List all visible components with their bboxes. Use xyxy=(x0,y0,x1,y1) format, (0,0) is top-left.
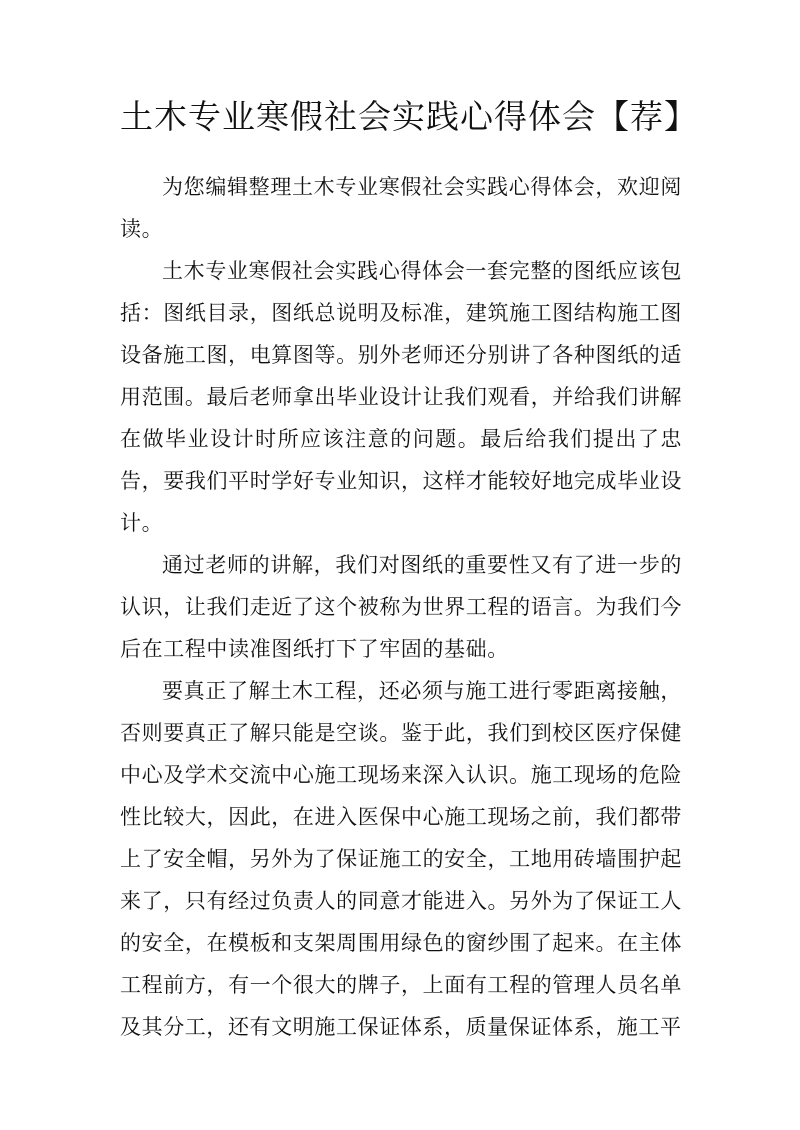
body-paragraph-drawings: 土木专业寒假社会实践心得体会一套完整的图纸应该包括：图纸目录，图纸总说明及标准，建筑施工图结构施工图设备施工图，电算图等。别外老师还分别讲了各种图纸的适用范围。最后老师拿出毕业设计让我们观看，并给我们讲解在做毕业设计时所应该注意的问题。最后给我们提出了忠告，要我们平时学好专业知识，这样才能较好地完成毕业设计。 xyxy=(120,259,682,535)
body-paragraph-site-visit: 要真正了解土木工程，还必须与施工进行零距离接触，否则要真正了解只能是空谈。鉴于此，我们到校区医疗保健中心及学术交流中心施工现场来深入认识。施工现场的危险性比较大，因此，在进入医保中心施工现场之前，我们都带上了安全帽，另外为了保证施工的安全，工地用砖墙围护起来了，只有经过负责人的同意才能进入。另外为了保证工人的安全，在模板和支架周围用绿色的窗纱围了起来。在主体工程前方，有一个很大的牌子，上面有工程的管理人员名单及其分工，还有文明施工保证体系，质量保证体系，施工平 xyxy=(120,679,682,1039)
intro-paragraph: 为您编辑整理土木专业寒假社会实践心得体会，欢迎阅读。 xyxy=(120,175,682,241)
body-paragraph-understanding: 通过老师的讲解，我们对图纸的重要性又有了进一步的认识，让我们走近了这个被称为世界工程的语言。为我们今后在工程中读准图纸打下了牢固的基础。 xyxy=(120,553,682,661)
document-title: 土木专业寒假社会实践心得体会【荐】 xyxy=(120,97,698,136)
